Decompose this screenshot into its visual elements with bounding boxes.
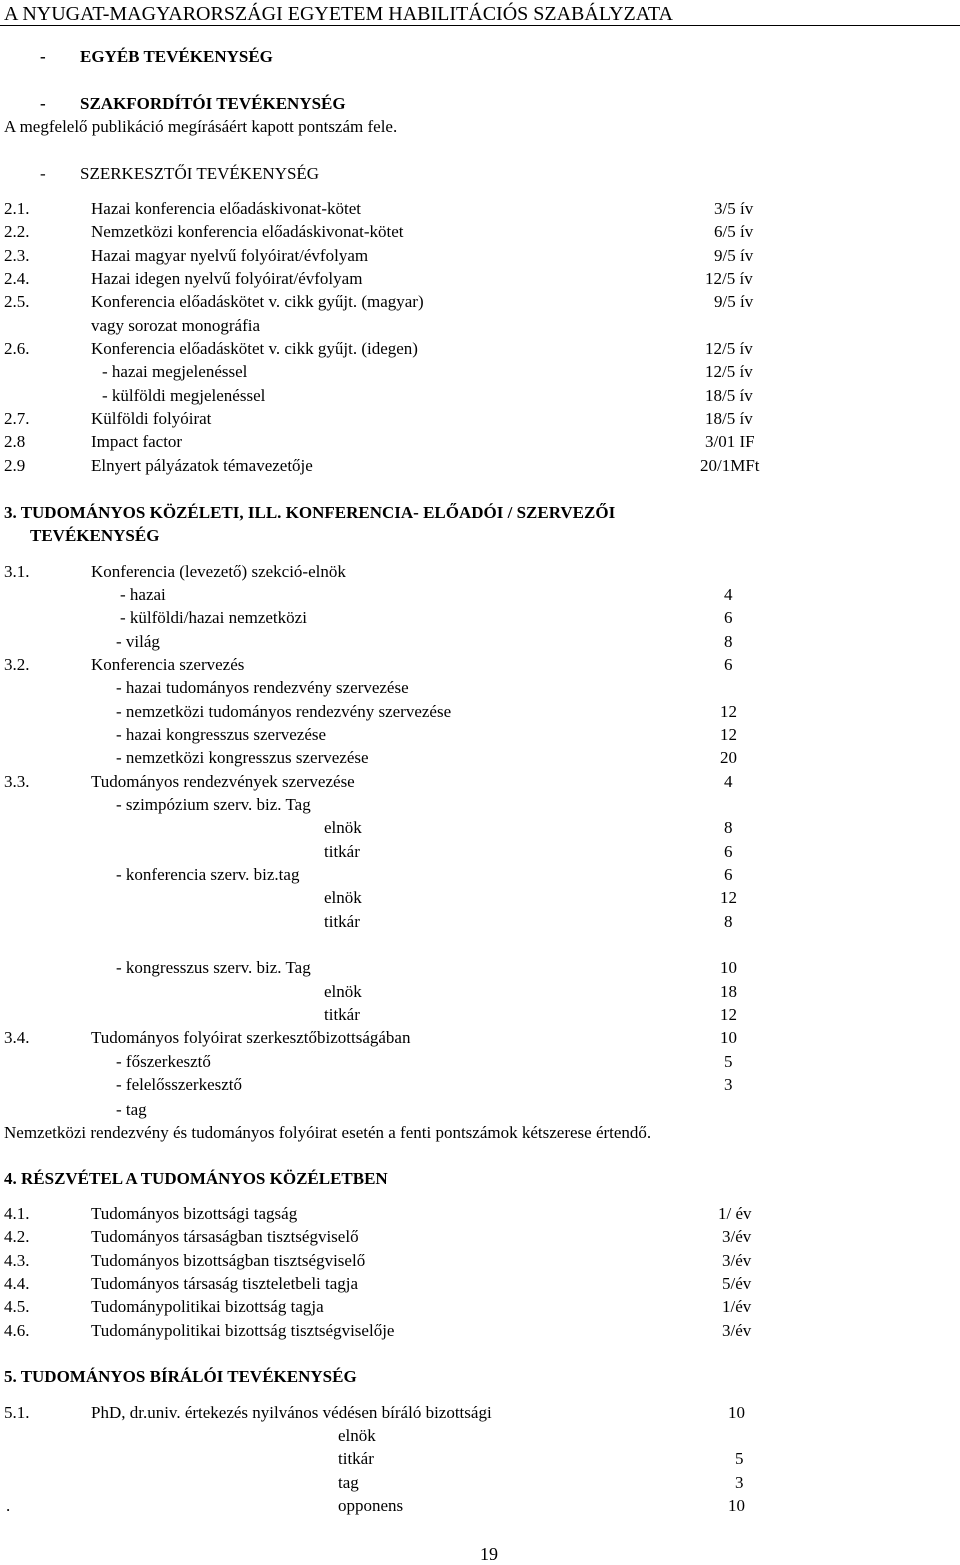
row-label: Konferencia (levezető) szekció-elnök [91,562,346,581]
row-label: vagy sorozat monográfia [91,316,260,335]
row-value: 20 [720,748,737,767]
row-value: 3/év [722,1227,752,1246]
row-value: 10 [728,1403,745,1422]
row-label: Impact factor [91,432,183,451]
row-label: Hazai magyar nyelvű folyóirat/évfolyam [91,246,369,265]
row-label: titkár [338,1449,374,1468]
row-label: Külföldi folyóirat [91,409,212,428]
section-translation-note: A megfelelő publikáció megírásáért kapott pontszám fele. [4,117,398,136]
row-label: Konferencia előadáskötet v. cikk gyűjt. (idegen) [91,339,418,358]
row-number: 3.4. [4,1028,30,1047]
row-value: 6/5 ív [714,222,754,241]
row-number: 3.3. [4,772,30,791]
row-value: 12 [720,888,737,907]
row-label: PhD, dr.univ. értekezés nyilvános védésen bíráló bizottsági [91,1403,492,1422]
section-4-title: 4. RÉSZVÉTEL A TUDOMÁNYOS KÖZÉLETBEN [4,1169,388,1188]
section-3-title-line2: TEVÉKENYSÉG [30,526,160,545]
row-label: Tudományos folyóirat szerkesztőbizottságában [91,1028,411,1047]
row-value: 9/5 ív [714,292,754,311]
row-label: - külföldi/hazai nemzetközi [120,608,307,627]
section-translation-dash: - [40,94,46,113]
row-value: 6 [724,608,733,627]
row-value: 4 [724,585,733,604]
row-number: 4.2. [4,1227,30,1246]
row-value: 6 [724,655,733,674]
row-value: 3/év [722,1321,752,1340]
row-label: - hazai [120,585,166,604]
row-value: 3/év [722,1251,752,1270]
row-label: - nemzetközi tudományos rendezvény szervezése [116,702,452,721]
row-number: 2.3. [4,246,30,265]
row-label: - konferencia szerv. biz.tag [116,865,300,884]
row-value: 18/5 ív [705,386,753,405]
row-value: 6 [724,842,733,861]
row-number: 2.7. [4,409,30,428]
row-label: - hazai tudományos rendezvény szervezése [116,678,409,697]
document-header-title: A NYUGAT-MAGYARORSZÁGI EGYETEM HABILITÁCIÓS SZABÁLYZATA [4,3,673,25]
row-label: - kongresszus szerv. biz. Tag [116,958,311,977]
row-value: 12 [720,1005,737,1024]
row-number: 3.1. [4,562,30,581]
row-value: 9/5 ív [714,246,754,265]
row-value: 10 [720,958,737,977]
row-value: 18 [720,982,737,1001]
row-number: 2.5. [4,292,30,311]
row-label: Tudományos társaság tiszteletbeli tagja [91,1274,359,1293]
row-label: elnök [338,1426,376,1445]
row-value: 18/5 ív [705,409,753,428]
row-number: 5.1. [4,1403,30,1422]
row-label: titkár [324,842,360,861]
section-other-dash: - [40,47,46,66]
row-number: 4.3. [4,1251,30,1270]
row-label: Konferencia szervezés [91,655,245,674]
row-value: 5/év [722,1274,752,1293]
row-label: - felelősszerkesztő [116,1075,243,1094]
row-value: 3 [724,1075,733,1094]
row-label: - hazai megjelenéssel [102,362,248,381]
row-value: 12/5 ív [705,339,753,358]
row-value: 3/01 IF [705,432,755,451]
row-label: titkár [324,1005,360,1024]
row-label: Tudományos rendezvények szervezése [91,772,355,791]
row-value: 4 [724,772,733,791]
row-value: 8 [724,912,733,931]
row-value: 3 [735,1473,744,1492]
row-value: 12/5 ív [705,269,753,288]
row-number: 4.1. [4,1204,30,1223]
row-label: Konferencia előadáskötet v. cikk gyűjt. (magyar) [91,292,424,311]
row-label: - világ [116,632,160,651]
row-value: 1/év [722,1297,752,1316]
row-label: titkár [324,912,360,931]
row-label: Nemzetközi konferencia előadáskivonat-kötet [91,222,404,241]
section-editorial-dash: - [40,164,46,183]
row-value: 8 [724,818,733,837]
section-3-title: 3. TUDOMÁNYOS KÖZÉLETI, ILL. KONFERENCIA- ELŐADÓI / SZERVEZŐI [4,503,616,522]
row-label: elnök [324,888,362,907]
row-value: 5 [724,1052,733,1071]
row-label: Elnyert pályázatok témavezetője [91,456,313,475]
row-number: 3.2. [4,655,30,674]
row-label: elnök [324,818,362,837]
row-label: - hazai kongresszus szervezése [116,725,327,744]
row-value: 6 [724,865,733,884]
row-number: . [6,1496,11,1515]
section-other-title: EGYÉB TEVÉKENYSÉG [80,47,273,66]
row-label: - főszerkesztő [116,1052,211,1071]
row-label: Tudománypolitikai bizottság tagja [91,1297,324,1316]
row-number: 2.9 [4,456,26,475]
row-value: 12 [720,702,737,721]
row-label: Tudományos bizottságban tisztségviselő [91,1251,366,1270]
section-5-title: 5. TUDOMÁNYOS BÍRÁLÓI TEVÉKENYSÉG [4,1367,357,1386]
row-number: 2.6. [4,339,30,358]
row-number: 4.5. [4,1297,30,1316]
row-label: elnök [324,982,362,1001]
row-label: - szimpózium szerv. biz. Tag [116,795,311,814]
row-value: 1/ év [718,1204,752,1223]
row-value: 3/5 ív [714,199,754,218]
row-label: - tag [116,1100,147,1119]
row-number: 2.1. [4,199,30,218]
section-translation-title: SZAKFORDÍTÓI TEVÉKENYSÉG [80,94,346,113]
row-value: 10 [728,1496,745,1515]
row-number: 4.6. [4,1321,30,1340]
row-number: 2.4. [4,269,30,288]
section-editorial-title: SZERKESZTŐI TEVÉKENYSÉG [80,164,320,183]
row-label: Tudományos bizottsági tagság [91,1204,298,1223]
row-label: tag [338,1473,359,1492]
row-value: 20/1MFt [700,456,760,475]
row-value: 8 [724,632,733,651]
row-label: Hazai konferencia előadáskivonat-kötet [91,199,361,218]
row-label: opponens [338,1496,404,1515]
row-label: - külföldi megjelenéssel [102,386,266,405]
row-number: 2.8 [4,432,26,451]
row-label: Hazai idegen nyelvű folyóirat/évfolyam [91,269,363,288]
row-value: 5 [735,1449,744,1468]
section-3-note: Nemzetközi rendezvény és tudományos folyóirat esetén a fenti pontszámok kétszerese értendő. [4,1123,652,1142]
row-value: 10 [720,1028,737,1047]
row-label: Tudományos társaságban tisztségviselő [91,1227,359,1246]
header-rule [0,25,960,26]
row-value: 12 [720,725,737,744]
row-value: 12/5 ív [705,362,753,381]
page-number: 19 [480,1544,498,1564]
row-label: Tudománypolitikai bizottság tisztségviselője [91,1321,395,1340]
row-label: - nemzetközi kongresszus szervezése [116,748,369,767]
row-number: 2.2. [4,222,30,241]
row-number: 4.4. [4,1274,30,1293]
